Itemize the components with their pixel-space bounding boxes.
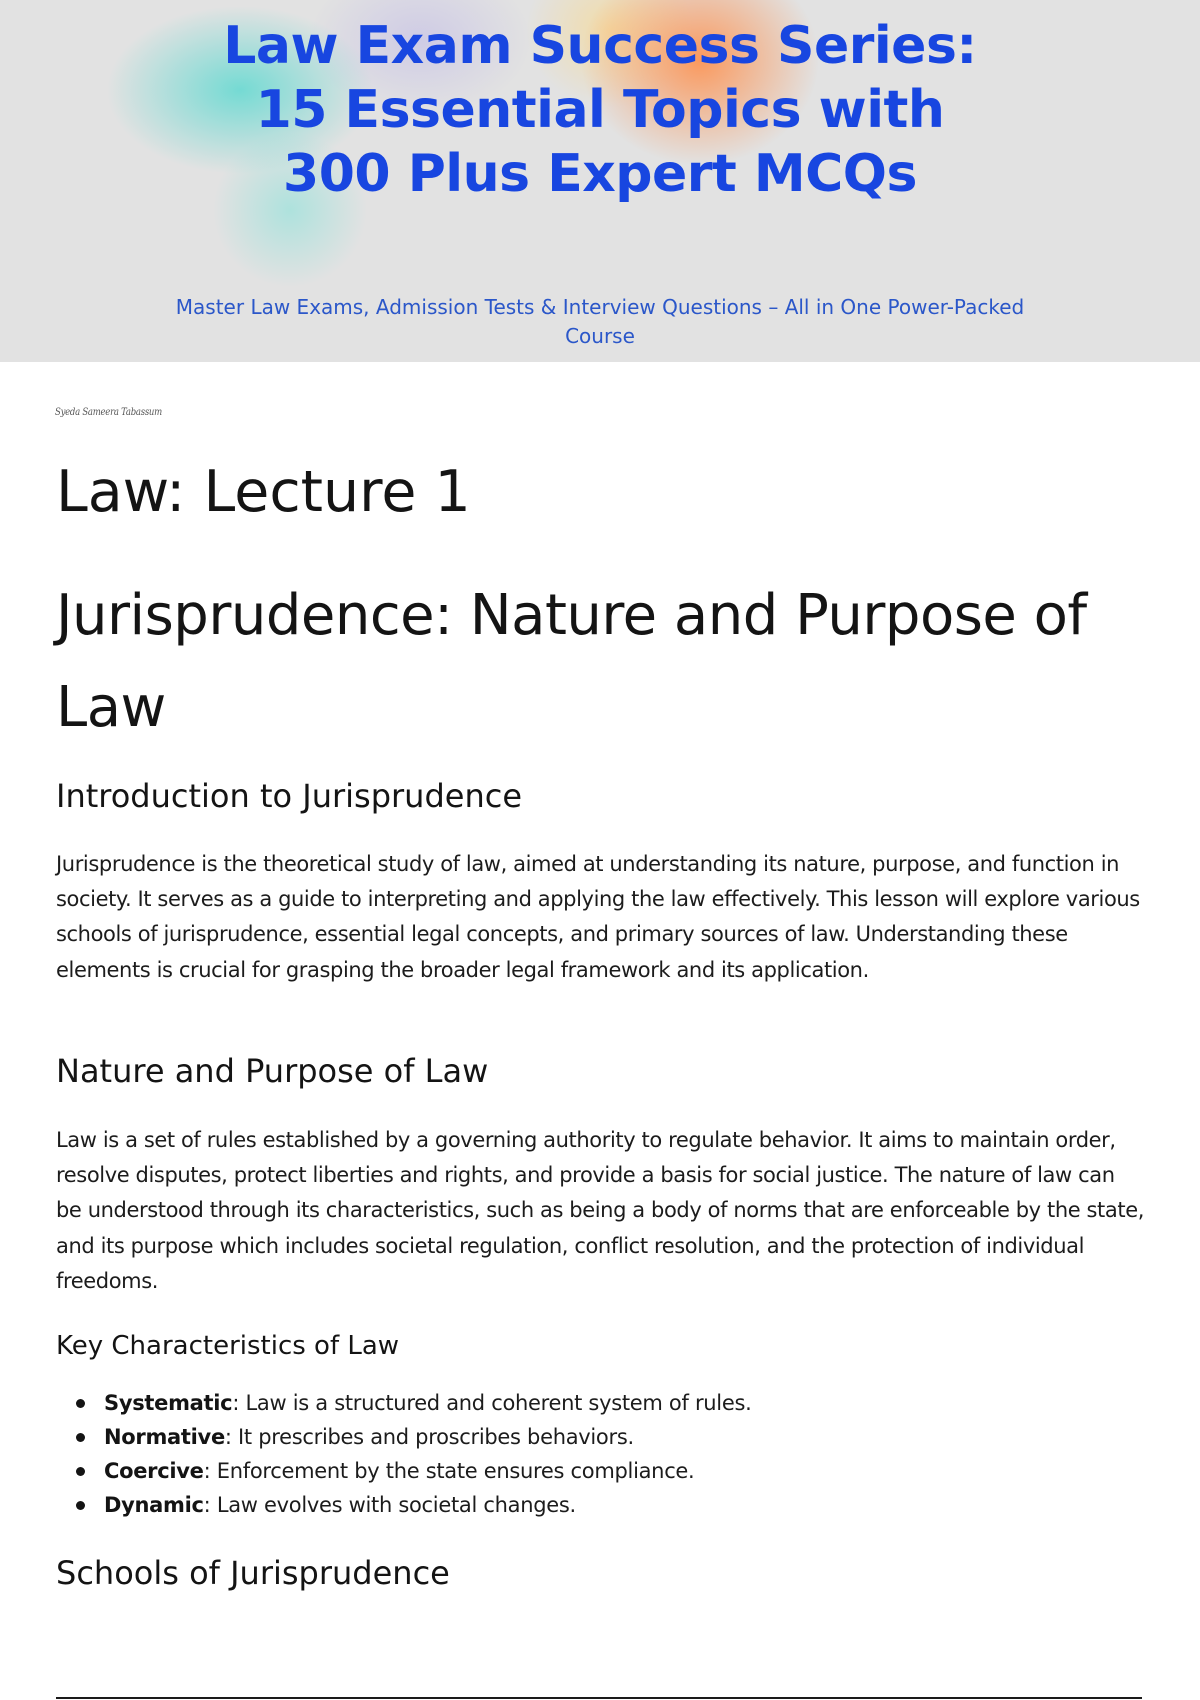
characteristic-description: : It prescribes and proscribes behaviors. — [224, 1425, 634, 1449]
page-divider — [56, 1697, 1142, 1699]
characteristic-term: Coercive — [104, 1459, 204, 1483]
characteristic-term: Dynamic — [104, 1493, 204, 1517]
bullet-icon — [76, 1467, 85, 1476]
characteristic-description: : Enforcement by the state ensures compliance. — [203, 1459, 695, 1483]
characteristic-description: : Law is a structured and coherent system of rules. — [232, 1391, 752, 1415]
list-item — [56, 1454, 751, 1488]
course-title-line-1: Law Exam Success Series: — [223, 16, 977, 76]
section-heading-nature-purpose: Nature and Purpose of Law — [56, 1052, 489, 1090]
characteristics-list — [56, 1386, 751, 1522]
list-item — [56, 1420, 751, 1454]
bullet-icon — [76, 1501, 85, 1510]
introduction-paragraph: Jurisprudence is the theoretical study of law, aimed at understanding its nature, purpose, and function in society. It serves as a guide to interpreting and applying the law effectively. This lesson will explore various schools of jurisprudence, essential legal concepts, and primary sources of law. Understanding these elements is crucial for grasping the broader legal framework and its application. — [56, 852, 1140, 982]
course-banner — [0, 0, 1200, 362]
lecture-title: Law: Lecture 1 — [56, 459, 471, 525]
characteristic-description: : Law evolves with societal changes. — [203, 1493, 576, 1517]
list-item — [56, 1386, 751, 1420]
author-signature: Syeda Sameera Tabassum — [55, 407, 162, 418]
characteristic-term: Normative — [104, 1425, 225, 1449]
list-item — [56, 1488, 751, 1522]
course-title — [0, 14, 1200, 206]
topic-title: Jurisprudence: Nature and Purpose of Law — [56, 583, 1087, 740]
nature-purpose-paragraph: Law is a set of rules established by a governing authority to regulate behavior. It aims to maintain order, resolve disputes, protect liberties and rights, and provide a basis for social justice. The nature of law can be understood through its characteristics, such as being a body of norms that are enforceable by the state, and its purpose which includes societal regulation, conflict resolution, and the protection of individual freedoms. — [56, 1128, 1144, 1293]
course-title-line-3: 300 Plus Expert MCQs — [283, 144, 917, 204]
characteristic-term: Systematic — [104, 1391, 233, 1415]
section-heading-schools: Schools of Jurisprudence — [56, 1554, 450, 1592]
bullet-icon — [76, 1399, 85, 1408]
section-heading-introduction: Introduction to Jurisprudence — [56, 777, 522, 815]
subheading-key-characteristics: Key Characteristics of Law — [56, 1331, 400, 1361]
course-title-line-2: 15 Essential Topics with — [255, 80, 945, 140]
course-subtitle: Master Law Exams, Admission Tests & Interview Questions – All in One Power-Packed Course — [175, 295, 1025, 348]
bullet-icon — [76, 1433, 85, 1442]
